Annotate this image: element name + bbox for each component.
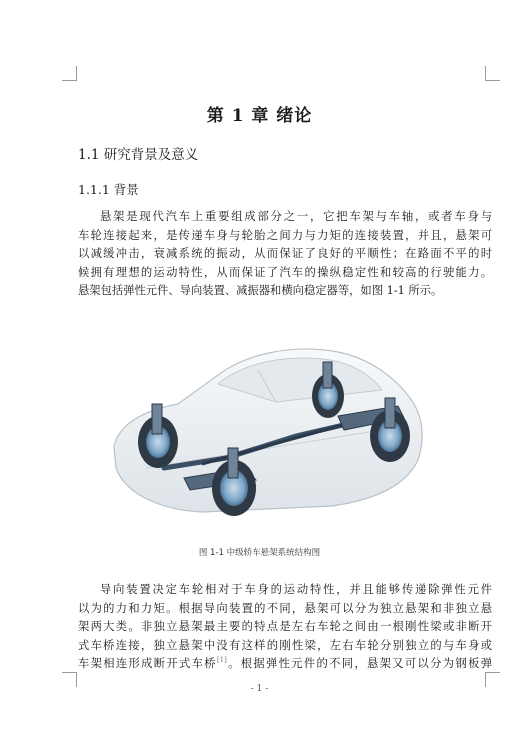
- paragraph-guidance-device: [78, 581, 492, 674]
- paragraph-line: 以为的力和力矩。根据导向装置的不同，悬架可以分为独立悬架和非独立悬: [78, 601, 492, 615]
- page-number: - 1 -: [250, 684, 269, 694]
- paragraph-text: 车架相连形成断开式车桥: [78, 657, 217, 670]
- car-suspension-figure: [106, 318, 428, 528]
- paragraph-suspension-intro: [78, 208, 492, 301]
- citation-reference[interactable]: [1]: [216, 656, 227, 665]
- paragraph-line: 以减缓冲击，衰减系统的振动，从而保证了良好的平顺性；在路面不平的时: [78, 247, 492, 260]
- crop-mark-top-right: [485, 66, 500, 81]
- chapter-title: 第 1 章 绪论: [206, 106, 313, 126]
- section-heading: 1.1 研究背景及意义: [78, 147, 199, 163]
- crop-mark-top-left: [62, 66, 77, 81]
- paragraph-line: 架两大类。非独立悬架最主要的特点是左右车轮之间由一根刚性梁或非断开: [78, 620, 492, 633]
- paragraph-line: 车轮连接起来，是传递车身与轮胎之间力与力矩的连接装置，并且，悬架可: [78, 228, 492, 242]
- paragraph-line: 悬架包括弹性元件、导向装置、减振器和横向稳定器等，如图 1-1 所示。: [78, 284, 443, 297]
- paragraph-text: 。根据弹性元件的不同，悬架又可以分为钢板弹: [226, 657, 492, 670]
- car-suspension-illustration: [106, 318, 428, 528]
- paragraph-line: 导向装置决定车轮相对于车身的运动特性，并且能够传递除弹性元件: [100, 583, 492, 596]
- subsection-heading: 1.1.1 背景: [78, 182, 139, 197]
- paragraph-line: 候拥有理想的运动特性，从而保证了汽车的操纵稳定性和较高的行驶能力。: [78, 265, 492, 279]
- paragraph-line-with-citation: [78, 655, 492, 674]
- figure-caption: 图 1-1 中级轿车悬架系统结构图: [198, 548, 321, 558]
- paragraph-line: 悬架是现代汽车上重要组成部分之一，它把车架与车轴，或者车身与: [100, 210, 492, 223]
- paragraph-line: 式车桥连接，独立悬架中没有这样的刚性梁，左右车轮分别独立的与车身或: [78, 638, 492, 652]
